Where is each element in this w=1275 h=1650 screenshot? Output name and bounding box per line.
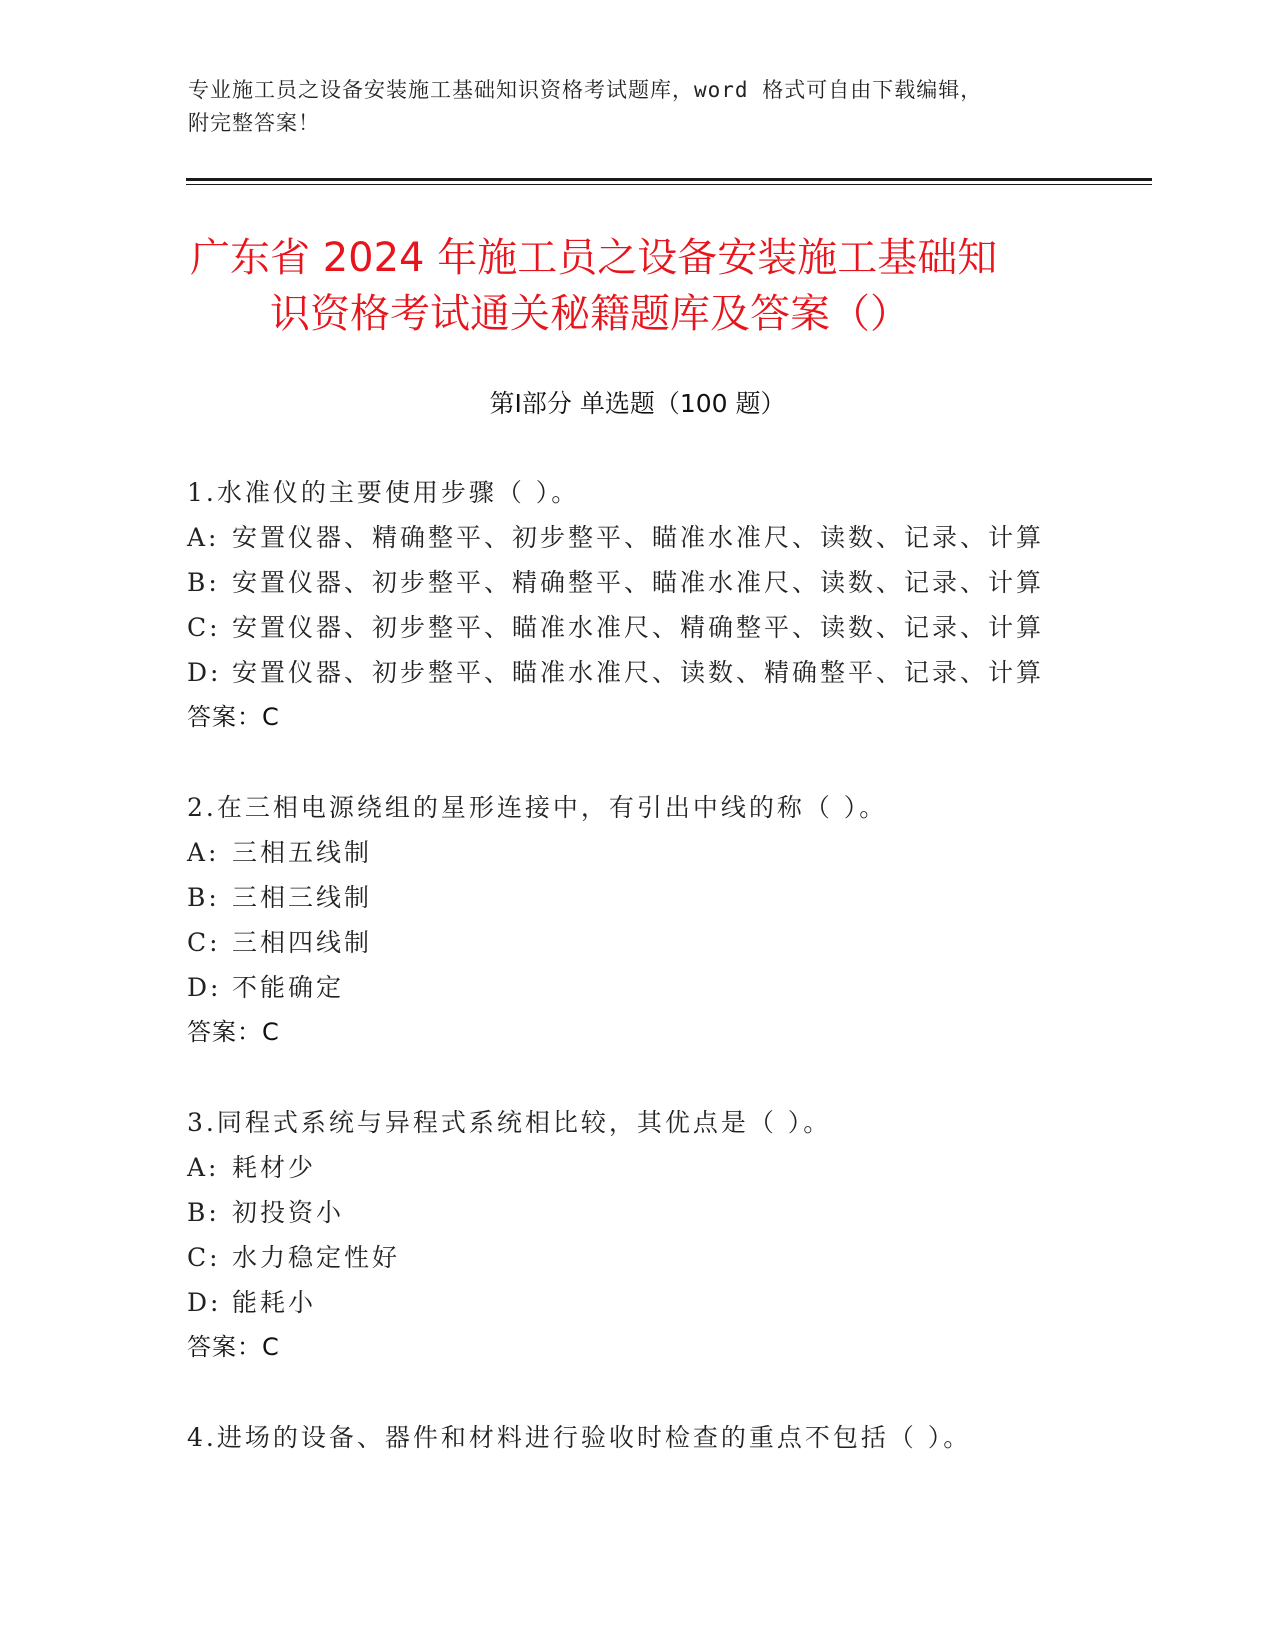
- header-rule-thin: [186, 184, 1152, 185]
- option-text: 三相三线制: [232, 883, 373, 912]
- option-key: A:: [187, 838, 220, 867]
- option-c: [187, 920, 1147, 965]
- option-text: 不能确定: [232, 973, 345, 1002]
- option-text: 三相四线制: [232, 928, 373, 957]
- header-note: [188, 74, 1088, 140]
- question-4: [187, 1415, 1147, 1460]
- option-text: 初投资小: [232, 1198, 345, 1227]
- option-d: [187, 965, 1147, 1010]
- question-3: [187, 1100, 1147, 1370]
- option-a: [187, 830, 1147, 875]
- option-key: D:: [187, 658, 222, 687]
- option-text: 安置仪器、初步整平、瞄准水准尺、读数、精确整平、记录、计算: [232, 658, 1045, 687]
- document-title-line2: 识资格考试通关秘籍题库及答案（）: [270, 291, 910, 337]
- option-text: 耗材少: [232, 1153, 317, 1182]
- option-text: 安置仪器、初步整平、精确整平、瞄准水准尺、读数、记录、计算: [232, 568, 1045, 597]
- option-c: [187, 1235, 1147, 1280]
- option-text: 三相五线制: [232, 838, 373, 867]
- question-1: [187, 470, 1147, 740]
- section-heading: 第Ⅰ部分 单选题（100 题）: [489, 389, 786, 418]
- option-key: A:: [187, 1153, 220, 1182]
- header-rule-thick: [186, 178, 1152, 181]
- option-key: B:: [187, 1198, 220, 1227]
- question-stem: 4.进场的设备、器件和材料进行验收时检查的重点不包括（ ）。: [187, 1423, 972, 1452]
- option-text: 水力稳定性好: [232, 1243, 401, 1272]
- question-stem: 2.在三相电源绕组的星形连接中，有引出中线的称（ ）。: [187, 793, 888, 822]
- option-d: [187, 1280, 1147, 1325]
- option-key: C:: [187, 613, 221, 642]
- header-note-line2: 附完整答案！: [188, 111, 320, 135]
- answer-line: 答案：C: [187, 1018, 280, 1046]
- option-b: [187, 875, 1147, 920]
- option-text: 安置仪器、精确整平、初步整平、瞄准水准尺、读数、记录、计算: [232, 523, 1045, 552]
- document-title-line1: 广东省 2024 年施工员之设备安装施工基础知: [190, 235, 998, 281]
- option-key: D:: [187, 1288, 222, 1317]
- question-2: [187, 785, 1147, 1055]
- option-key: C:: [187, 1243, 221, 1272]
- option-key: D:: [187, 973, 222, 1002]
- answer-line: 答案：C: [187, 703, 280, 731]
- question-stem: 1.水准仪的主要使用步骤（ ）。: [187, 478, 580, 507]
- option-a: [187, 515, 1147, 560]
- option-key: C:: [187, 928, 221, 957]
- option-d: [187, 650, 1147, 695]
- header-note-line1: 专业施工员之设备安装施工基础知识资格考试题库，word 格式可自由下载编辑，: [188, 78, 983, 102]
- answer-line: 答案：C: [187, 1333, 280, 1361]
- option-a: [187, 1145, 1147, 1190]
- option-key: B:: [187, 883, 220, 912]
- option-c: [187, 605, 1147, 650]
- option-b: [187, 560, 1147, 605]
- option-text: 安置仪器、初步整平、瞄准水准尺、精确整平、读数、记录、计算: [232, 613, 1045, 642]
- option-text: 能耗小: [232, 1288, 317, 1317]
- option-b: [187, 1190, 1147, 1235]
- question-stem: 3.同程式系统与异程式系统相比较，其优点是（ ）。: [187, 1108, 832, 1137]
- option-key: B:: [187, 568, 220, 597]
- option-key: A:: [187, 523, 220, 552]
- document-title: [190, 230, 1090, 342]
